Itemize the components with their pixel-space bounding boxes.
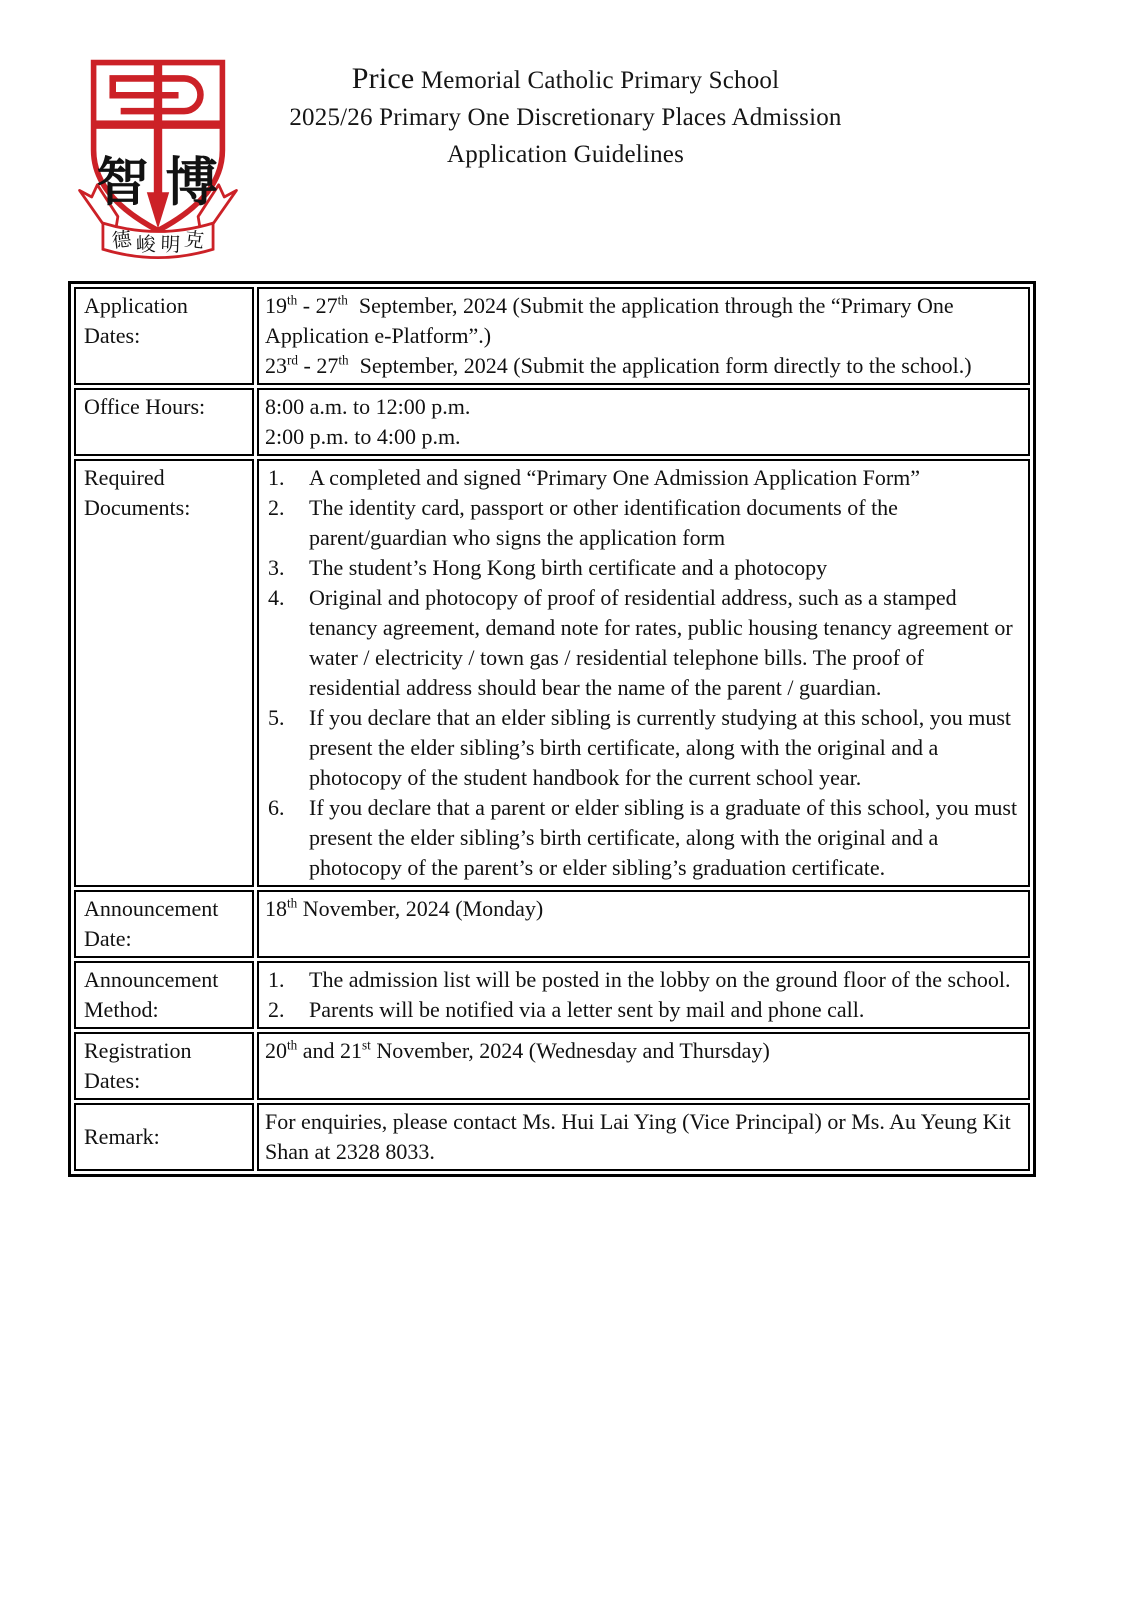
list-item — [265, 703, 1020, 793]
list-item — [265, 463, 1020, 493]
school-logo — [74, 54, 242, 266]
list-item-text: The student’s Hong Kong birth certificate and a photocopy — [309, 555, 828, 580]
row-content — [257, 459, 1030, 887]
row-content — [257, 1032, 1030, 1100]
list-item-number: 1. — [268, 465, 285, 490]
row-label: Registration Dates: — [74, 1032, 254, 1100]
table-row-remark — [74, 1103, 1030, 1171]
list-item — [265, 583, 1020, 703]
list-item — [265, 965, 1020, 995]
row-label: Announcement Date: — [74, 890, 254, 958]
list-item — [265, 553, 1020, 583]
guidelines-table — [68, 281, 1036, 1177]
crest-char-right: 博 — [165, 153, 218, 212]
list-item-number: 5. — [268, 705, 285, 730]
cross-vertical-bar — [154, 64, 162, 198]
list-item — [265, 995, 1020, 1025]
paragraph: 8:00 a.m. to 12:00 p.m. — [265, 394, 471, 419]
title-school-name-lead: Price — [351, 62, 415, 95]
list-item — [265, 493, 1020, 553]
list-item-number: 3. — [268, 555, 285, 580]
shield-icon — [94, 63, 223, 231]
list-item-text: A completed and signed “Primary One Admission Application Form” — [309, 465, 921, 490]
paragraph: 18th November, 2024 (Monday) — [265, 895, 544, 921]
title-line-2: 2025/26 Primary One Discretionary Places Admission — [289, 104, 842, 131]
list-item-number: 2. — [268, 997, 285, 1022]
row-content — [257, 1103, 1030, 1171]
list-item-text: Parents will be notified via a letter sent by mail and phone call. — [309, 997, 865, 1022]
table-row-application-dates — [74, 287, 1030, 385]
paragraph: 20th and 21st November, 2024 (Wednesday and Thursday) — [265, 1037, 770, 1063]
list-item-number: 6. — [268, 795, 285, 820]
row-content — [257, 961, 1030, 1029]
table-row-registration-dates — [74, 1032, 1030, 1100]
table-row-required-documents — [74, 459, 1030, 887]
list-item-number: 4. — [268, 585, 285, 610]
row-label: Required Documents: — [74, 459, 254, 887]
title-line-3: Application Guidelines — [447, 141, 684, 168]
list-item-number: 2. — [268, 495, 285, 520]
paragraph: For enquiries, please contact Ms. Hui Lai Ying (Vice Principal) or Ms. Au Yeung Kit Shan at 2328 8033. — [265, 1109, 1017, 1164]
list-item-text: If you declare that a parent or elder sibling is a graduate of this school, you must present the elder sibling’s birth certificate, along with the original and a photocopy of the parent’s or elder sibling’s graduation certificate. — [309, 795, 1023, 880]
list-item-text: The identity card, passport or other identification documents of the parent/guardian who signs the application form — [309, 495, 904, 550]
ribbon-char: 明 — [160, 234, 181, 257]
school-crest-icon — [74, 54, 242, 269]
list-item-text: Original and photocopy of proof of residential address, such as a stamped tenancy agreement, demand note for rates, public housing tenancy agreement or water / electricity / town gas / residential telephone bills. The proof of residential address should bear the name of the parent / guardian. — [309, 585, 1019, 700]
row-label: Remark: — [74, 1103, 254, 1171]
list-item-text: The admission list will be posted in the lobby on the ground floor of the school. — [309, 967, 1011, 992]
table-row-office-hours — [74, 388, 1030, 456]
list-item — [265, 793, 1023, 883]
paragraph: 19th - 27th September, 2024 (Submit the application through the “Primary One Application e-Platform”.) — [265, 292, 958, 348]
list-item-number: 1. — [268, 967, 285, 992]
row-label: Application Dates: — [74, 287, 254, 385]
list-item-text: If you declare that an elder sibling is currently studying at this school, you must present the elder sibling’s birth certificate, along with the original and a photocopy of the student handbook for the current school year. — [309, 705, 1017, 790]
table-row-announcement-date — [74, 890, 1030, 958]
row-content — [257, 890, 1030, 958]
document-header — [0, 0, 1131, 281]
row-label: Office Hours: — [74, 388, 254, 456]
row-content — [257, 287, 1030, 385]
row-content — [257, 388, 1030, 456]
ribbon-char: 德 — [110, 229, 133, 253]
ribbon-char: 克 — [183, 229, 206, 253]
paragraph: 2:00 p.m. to 4:00 p.m. — [265, 424, 461, 449]
crest-char-left: 智 — [96, 153, 149, 212]
table-row-announcement-method — [74, 961, 1030, 1029]
row-label: Announcement Method: — [74, 961, 254, 1029]
title-school-name-rest: Memorial Catholic Primary School — [414, 67, 780, 94]
paragraph: 23rd - 27th September, 2024 (Submit the application form directly to the school.) — [265, 352, 972, 378]
ribbon-char: 峻 — [135, 234, 156, 257]
